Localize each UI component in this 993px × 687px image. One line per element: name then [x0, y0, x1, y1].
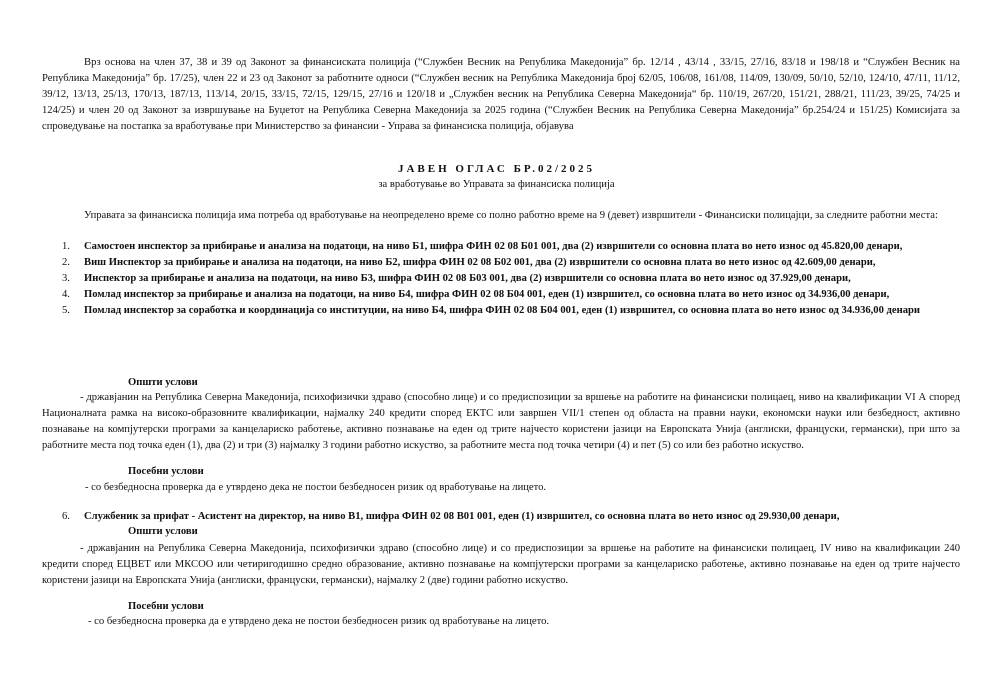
special-conditions-text: - со безбедносна проверка да е утврдено дека не постои безбедносен ризик од вработување на лицето. — [88, 616, 550, 627]
position-item — [42, 287, 960, 303]
position-number: 1. — [62, 241, 70, 252]
position-item — [42, 303, 960, 319]
intro-paragraph: Врз основа на член 37, 38 и 39 од Законот за финансиската полиција (“Службен Весник на Република Македонија” бр. 12/14 , 43/14 , 33/15, 27/16, 83/18 и 198/18 и “Службен Весник на Република Македонија” бр. 17/25), член 22 и 23 од Законот за работните односи (“Службен весник на Република Македонија број 62/05, 106/08, 161/08, 114/09, 130/09, 50/10, 52/10, 124/10, 47/11, 11/12, 39/12, 13/13, 25/13, 170/13, 187/13, 113/14, 20/15, 33/15, 72/15, 129/15, 27/16 и 120/18 и „Службен весник на Република Северна Македонија“ бр. 110/19, 267/20, 151/21, 288/21, 111/23, 39/25, 74/25 и 124/25) и член 20 од Законот за извршување на Буџетот на Република Северна Македонија за 2025 година (“Службен Весник на Република Северна Македонија” бр.254/24 и 151/25) Комисијата за спроведување на постапка за вработување при Министерство за финансии - Управа за финансиска полиција, објавува — [42, 57, 960, 132]
general-conditions-text: - државјанин на Република Северна Македонија, психофизички здраво (способно лице) и со предиспозиции за вршење на работите на финансиски полицаец, IV ниво на квалификации 240 кредити според ЕЦВЕТ или МКСОО или четиригодишно средно образование, активно познавање на компјутерски програми за канцелариско работење, активно познавање на еден од трите најчесто користени јазици на Европската Унија (англиски, француски, германски), најмалку 2 (две) години работно искуство. — [42, 543, 960, 586]
positions-list-2 — [42, 509, 960, 525]
special-conditions-text: - со безбедносна проверка да е утврдено дека не постои безбедносен ризик од вработување на лицето. — [85, 482, 547, 493]
position-text: Самостоен инспектор за прибирање и анализа на податоци, на ниво Б1, шифра ФИН 02 08 Б01 001, два (2) извршители со основна плата во нето износ од 45.820,00 денари, — [84, 241, 903, 252]
position-item — [42, 255, 960, 271]
position-text: Помлад инспектор за прибирање и анализа на податоци, на ниво Б4, шифра ФИН 02 08 Б04 001, еден (1) извршител, со основна плата во нето износ од 34.936,00 денари, — [84, 289, 890, 300]
positions-list — [42, 239, 960, 319]
position-number: 2. — [62, 257, 70, 268]
general-conditions-text: - државјанин на Република Северна Македонија, психофизички здраво (способно лице) и со предиспозиции за вршење на работите на финансиски полицаец, ниво на квалификации VI А според Националната рамка на високо-образовните квалификации, најмалку 240 кредити според ЕКТС или завршен VII/1 степен од областа на правни науки, економски науки или безбедност, активно познавање на компјутерски програми за канцелариско работење, активно познавање на еден од трите најчесто користени јазици на Европската Унија (англиски, француски, германски), при што за работните места под точка еден (1), два (2) и три (3) најмалку 3 години работно искуство, за работните места под точка четири (4) и пет (5) со или без работно искуство. — [42, 392, 960, 451]
position-number: 6. — [62, 511, 70, 522]
position-item — [42, 239, 960, 255]
general-conditions-heading: Општи услови — [128, 526, 198, 537]
need-paragraph: Управата за финансиска полиција има потреба од вработување на неопределено време со полно работно време на 9 (девет) извршители - Финансиски полицајци, за следните работни места: — [84, 210, 938, 221]
general-conditions-heading: Општи услови — [128, 377, 198, 388]
position-item — [42, 271, 960, 287]
position-number: 4. — [62, 289, 70, 300]
position-item — [42, 509, 960, 525]
position-text: Инспектор за прибирање и анализа на податоци, на ниво Б3, шифра ФИН 02 08 Б03 001, два (2) извршители со основна плата во нето износ од 37.929,00 денари, — [84, 273, 851, 284]
position-text: Службеник за прифат - Асистент на директор, на ниво В1, шифра ФИН 02 08 В01 001, еден (1) извршител, со основна плата во нето износ од 29.930,00 денари, — [84, 511, 840, 522]
position-number: 5. — [62, 305, 70, 316]
position-text: Виш Инспектор за прибирање и анализа на податоци, на ниво Б2, шифра ФИН 02 08 Б02 001, два (2) извршители со основна плата во нето износ од 42.609,00 денари, — [84, 257, 876, 268]
position-number: 3. — [62, 273, 70, 284]
position-text: Помлад инспектор за соработка и координација со институции, на ниво Б4, шифра ФИН 02 08 Б04 001, еден (1) извршител, со основна плата во нето износ од 34.936,00 денари — [84, 305, 921, 316]
special-conditions-heading: Посебни услови — [128, 601, 204, 612]
document-subtitle: за вработување во Управата за финансиска полиција — [378, 179, 615, 190]
document-title: ЈАВЕН ОГЛАС БР.02/2025 — [397, 163, 596, 175]
special-conditions-heading: Посебни услови — [128, 466, 204, 477]
